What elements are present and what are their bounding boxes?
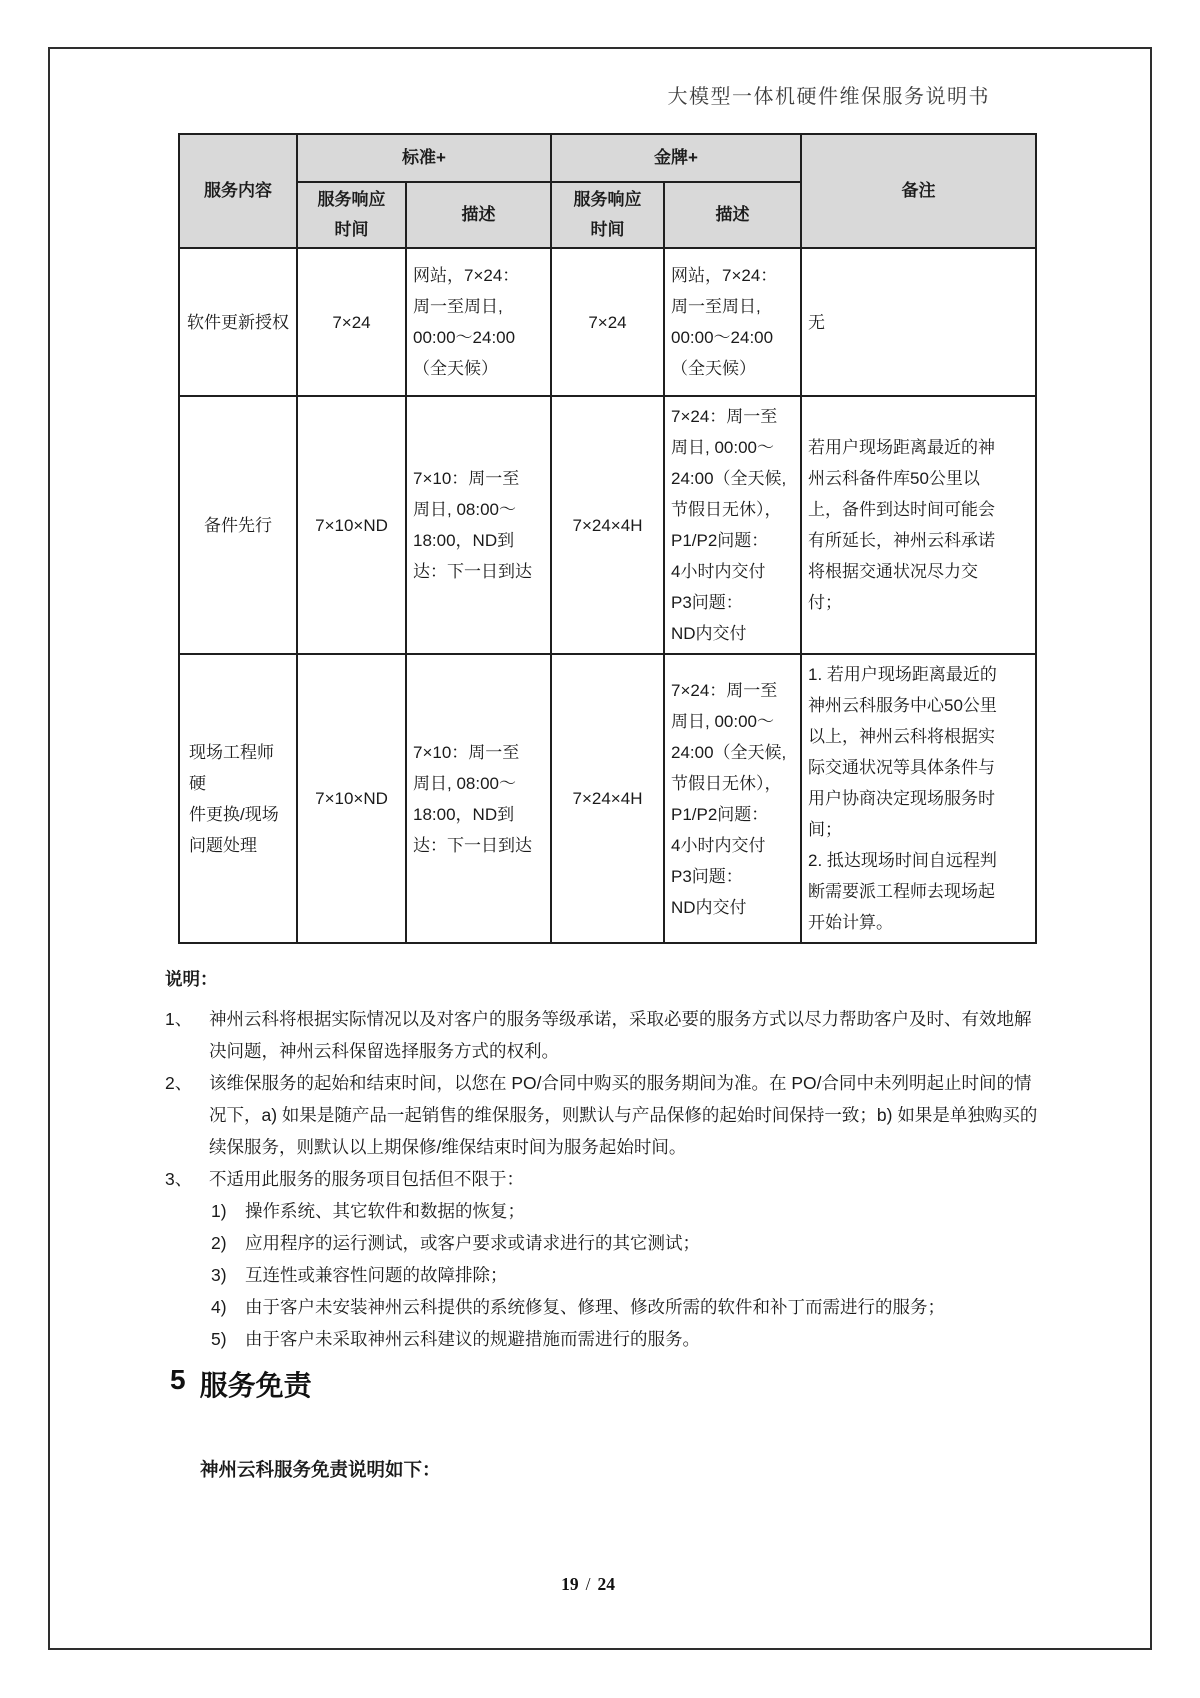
section-5-heading: [170, 1364, 312, 1404]
subitem-number: 2): [211, 1233, 227, 1253]
subitem-number: 4): [211, 1297, 227, 1317]
table-header-group-row: [179, 134, 1036, 182]
cell-std-response: 7×10×ND: [297, 396, 406, 654]
cell-std-response: 7×24: [297, 248, 406, 396]
note-subitem-2: [211, 1227, 1045, 1259]
cell-gold-response: 7×24: [551, 248, 664, 396]
subitem-text: 由于客户未采取神州云科建议的规避措施而需进行的服务。: [245, 1329, 700, 1349]
note-number: 2、: [165, 1073, 193, 1093]
notes-heading: 说明：: [165, 969, 218, 989]
header-std-description: 描述: [406, 182, 551, 248]
subitem-text: 互连性或兼容性问题的故障排除；: [245, 1265, 508, 1285]
table-row: [179, 654, 1036, 943]
header-group-standard: 标准+: [297, 134, 551, 182]
note-subitem-1: [211, 1195, 1045, 1227]
cell-gold-desc: 网站，7×24： 周一至周日, 00:00～24:00 （全天候）: [664, 248, 801, 396]
header-service-content: 服务内容: [179, 134, 297, 248]
cell-std-desc: 7×10：周一至 周日, 08:00～ 18:00，ND到 达：下一日到达: [406, 396, 551, 654]
subitem-number: 3): [211, 1265, 227, 1285]
section-number: 5: [170, 1364, 186, 1395]
subitem-text: 操作系统、其它软件和数据的恢复；: [245, 1201, 525, 1221]
page-number-footer: [48, 1574, 1128, 1595]
note-subitem-5: [211, 1323, 1045, 1355]
note-number: 3、: [165, 1169, 193, 1189]
note-item-1: [165, 1003, 1045, 1067]
header-gold-description: 描述: [664, 182, 801, 248]
note-text: 该维保服务的起始和结束时间，以您在 PO/合同中购买的服务期间为准。在 PO/合同中未列明起止时间的情况下，a) 如果是随产品一起销售的维保服务，则默认与产品保修的起始时间保持一致；b) 如果是单独购买的续保服务，则默认以上期保修/维保结束时间为服务起始时间。: [209, 1073, 1038, 1157]
cell-gold-desc: 7×24：周一至 周日, 00:00～ 24:00（全天候, 节假日无休）， P1/P2问题： 4小时内交付 P3问题： ND内交付: [664, 654, 801, 943]
cell-remark: 若用户现场距离最近的神 州云科备件库50公里以 上，备件到达时间可能会 有所延长，神州云科承诺 将根据交通状况尽力交 付；: [801, 396, 1036, 654]
note-item-3: [165, 1163, 1045, 1195]
cell-gold-response: 7×24×4H: [551, 396, 664, 654]
document-header-title: 大模型一体机硬件维保服务说明书: [667, 86, 990, 108]
cell-gold-response: 7×24×4H: [551, 654, 664, 943]
subitem-text: 由于客户未安装神州云科提供的系统修复、修理、修改所需的软件和补丁而需进行的服务；: [245, 1297, 945, 1317]
header-std-response-time: 服务响应 时间: [297, 182, 406, 248]
note-text: 不适用此服务的服务项目包括但不限于：: [209, 1169, 524, 1189]
cell-remark: 无: [801, 248, 1036, 396]
service-level-table: [178, 133, 1037, 944]
cell-std-response: 7×10×ND: [297, 654, 406, 943]
cell-service: 软件更新授权: [179, 248, 297, 396]
cell-service: 现场工程师硬 件更换/现场 问题处理: [179, 654, 297, 943]
header-remark: 备注: [801, 134, 1036, 248]
subitem-number: 1): [211, 1201, 227, 1221]
note-item-2: [165, 1067, 1045, 1163]
table-row: [179, 248, 1036, 396]
note-subitem-3: [211, 1259, 1045, 1291]
cell-gold-desc: 7×24：周一至 周日, 00:00～ 24:00（全天候, 节假日无休）， P1/P2问题： 4小时内交付 P3问题： ND内交付: [664, 396, 801, 654]
cell-service: 备件先行: [179, 396, 297, 654]
header-gold-response-time: 服务响应 时间: [551, 182, 664, 248]
note-subitem-4: [211, 1291, 1045, 1323]
disclaimer-intro-line: 神州云科服务免责说明如下：: [200, 1459, 441, 1480]
page-number-separator: /: [585, 1574, 591, 1594]
subitem-number: 5): [211, 1329, 227, 1349]
note-number: 1、: [165, 1009, 193, 1029]
current-page-number: 19: [561, 1574, 579, 1594]
cell-std-desc: 网站，7×24： 周一至周日, 00:00～24:00 （全天候）: [406, 248, 551, 396]
section-title: 服务免责: [199, 1370, 312, 1401]
notes-section: [165, 963, 1045, 1355]
header-group-gold: 金牌+: [551, 134, 801, 182]
cell-std-desc: 7×10：周一至 周日, 08:00～ 18:00，ND到 达：下一日到达: [406, 654, 551, 943]
note-text: 神州云科将根据实际情况以及对客户的服务等级承诺，采取必要的服务方式以尽力帮助客户及时、有效地解决问题，神州云科保留选择服务方式的权利。: [209, 1009, 1032, 1061]
subitem-text: 应用程序的运行测试，或客户要求或请求进行的其它测试；: [245, 1233, 700, 1253]
cell-remark: 1. 若用户现场距离最近的 神州云科服务中心50公里 以上，神州云科将根据实 际交通状况等具体条件与 用户协商决定现场服务时 间； 2. 抵达现场时间自远程判 断需要派工程师去现场起 开始计算。: [801, 654, 1036, 943]
table-row: [179, 396, 1036, 654]
total-page-number: 24: [597, 1574, 615, 1594]
